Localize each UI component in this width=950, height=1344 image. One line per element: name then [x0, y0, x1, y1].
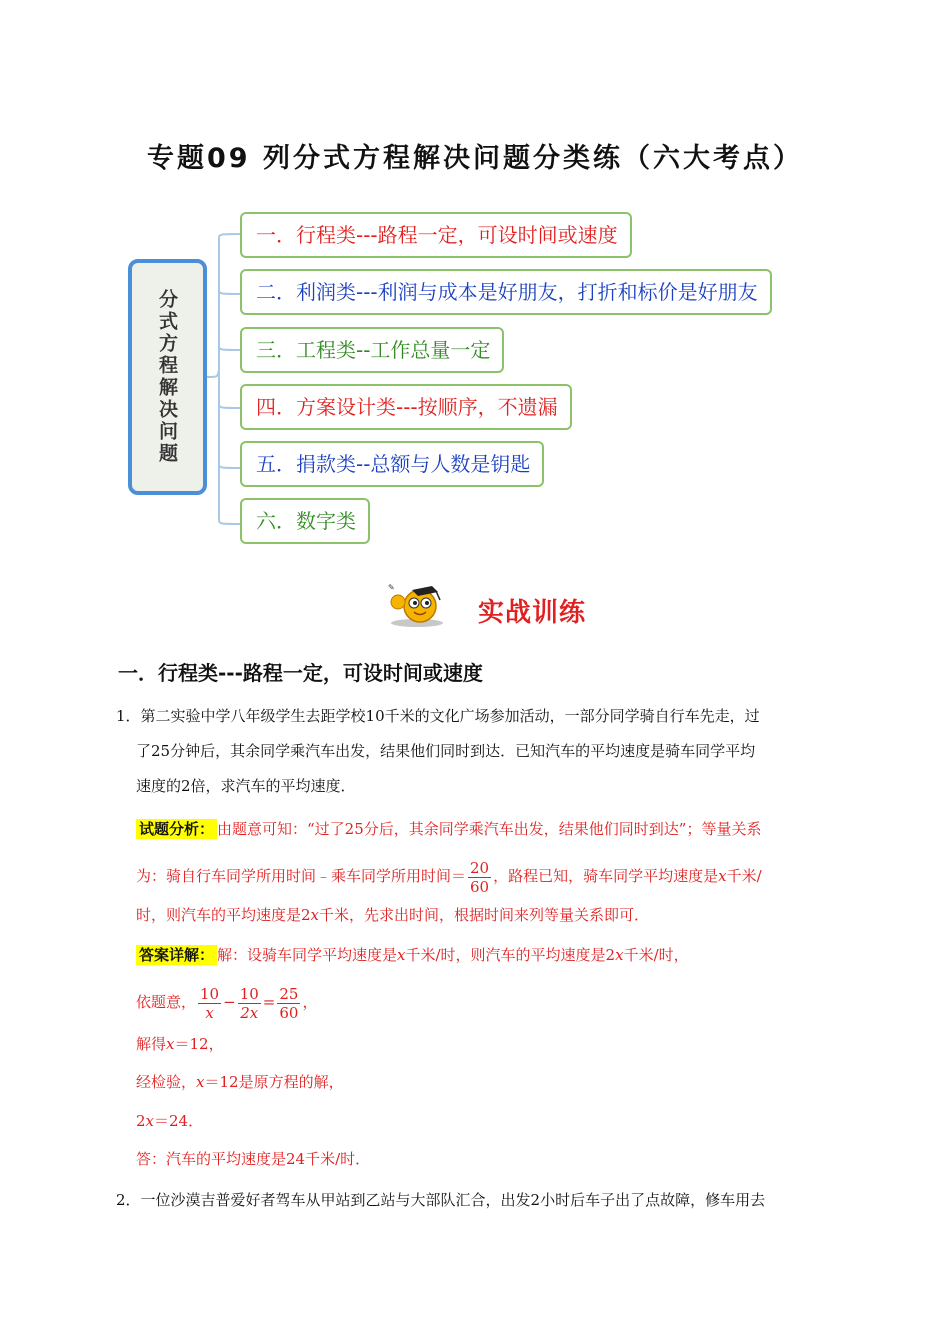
final-answer: 答：汽车的平均速度是24千米/时． — [136, 1150, 371, 1168]
variable-x: x — [166, 1035, 175, 1053]
practice-title: 实战训练 — [478, 598, 587, 628]
variable-x: x — [310, 906, 320, 924]
fraction-20-60 — [468, 859, 491, 896]
svg-text:✎: ✎ — [388, 583, 395, 592]
fraction-10-2x — [238, 985, 261, 1022]
analysis-text-2a: 为：骑自行车同学所用时间﹣乘车同学所用时间＝ — [136, 867, 467, 885]
answer-text-1a: 解：设骑车同学平均速度是 — [217, 946, 398, 964]
fraction-denominator: 60 — [279, 1003, 299, 1022]
fraction-denominator: x — [205, 1003, 214, 1022]
answer-tag: 答案详解： — [136, 945, 217, 965]
equation-line — [136, 980, 317, 1024]
question-1-line-3: 速度的2倍，求汽车的平均速度． — [136, 777, 356, 795]
solution-text: 解得 — [136, 1035, 167, 1053]
variable-x: x — [145, 1112, 155, 1130]
answer-line-1 — [136, 938, 689, 973]
fraction-denominator: 60 — [470, 877, 490, 896]
fraction-10-x — [198, 985, 221, 1022]
solution-text: 经检验， — [136, 1073, 197, 1091]
equals-sign: = — [262, 993, 276, 1011]
question-text: 第二实验中学八年级学生去距学校10千米的文化广场参加活动，一部分同学骑自行车先走，过 — [140, 707, 760, 725]
question-2-line-1 — [116, 1183, 846, 1218]
solution-text: ＝24． — [154, 1112, 204, 1130]
minus-sign: − — [223, 993, 236, 1011]
analysis-line-3 — [136, 898, 649, 933]
answer-text-1c: 千米/时， — [623, 946, 689, 964]
solution-line-3 — [136, 1104, 203, 1139]
analysis-text-3b: 千米，先求出时间，根据时间来列等量关系即可． — [319, 906, 650, 924]
mindmap-root — [128, 259, 207, 495]
solution-text: 2 — [136, 1112, 146, 1130]
equation-prefix: 依题意， — [136, 993, 197, 1011]
analysis-text-1: 由题意可知：“过了25分后，其余同学乘汽车出发，结果他们同时到达”；等量关系 — [217, 820, 762, 838]
variable-x: x — [615, 946, 624, 964]
solution-line-2 — [136, 1065, 344, 1100]
question-number: 2． — [116, 1191, 141, 1209]
question-1-line-2: 了25分钟后，其余同学乘汽车出发，结果他们同时到达．已知汽车的平均速度是骑车同学平均 — [136, 742, 756, 760]
question-text: 一位沙漠吉普爱好者驾车从甲站到乙站与大部队汇合，出发2小时后车子出了点故障，修车用去 — [140, 1191, 766, 1209]
mascot-icon — [382, 580, 452, 628]
equation-suffix: ， — [302, 993, 318, 1011]
analysis-text-3a: 时，则汽车的平均速度是2 — [136, 906, 311, 924]
solution-line-1 — [136, 1027, 224, 1062]
fraction-numerator: 10 — [239, 984, 259, 1003]
mindmap-root-label: 分式方程解决问题 — [156, 289, 178, 465]
mindmap-branch-2: 二．利润类---利润与成本是好朋友，打折和标价是好朋友 — [240, 269, 772, 315]
question-number: 1． — [116, 707, 141, 725]
page-title: 专题09 列分式方程解决问题分类练（六大考点） — [147, 143, 803, 174]
analysis-line-1 — [136, 812, 761, 847]
mindmap-branch-1: 一．行程类---路程一定，可设时间或速度 — [240, 212, 632, 258]
mindmap-branch-5: 五．捐款类--总额与人数是钥匙 — [240, 441, 544, 487]
mindmap-branch-4: 四．方案设计类---按顺序，不遗漏 — [240, 384, 572, 430]
mindmap-connectors — [205, 230, 245, 530]
mindmap-branch-6: 六．数字类 — [240, 498, 370, 544]
analysis-line-2 — [136, 856, 762, 896]
fraction-denominator: 2x — [240, 1003, 259, 1022]
fraction-numerator: 10 — [200, 984, 220, 1003]
analysis-text-2b: ，路程已知，骑车同学平均速度是 — [493, 867, 719, 885]
question-1-line-1 — [116, 699, 846, 734]
fraction-numerator: 20 — [470, 858, 490, 877]
fraction-numerator: 25 — [279, 984, 299, 1003]
variable-x: x — [397, 946, 406, 964]
solution-text: ＝12是原方程的解， — [204, 1073, 344, 1091]
analysis-text-2c: 千米/ — [726, 867, 762, 885]
answer-text-1b: 千米/时，则汽车的平均速度是2 — [405, 946, 616, 964]
mindmap-branch-3: 三．工程类--工作总量一定 — [240, 327, 504, 373]
fraction-25-60 — [277, 985, 300, 1022]
variable-x: x — [718, 867, 727, 885]
solution-text: ＝12， — [174, 1035, 224, 1053]
analysis-tag: 试题分析： — [136, 819, 217, 839]
variable-x: x — [196, 1073, 205, 1091]
section-heading: 一．行程类---路程一定，可设时间或速度 — [118, 661, 483, 685]
